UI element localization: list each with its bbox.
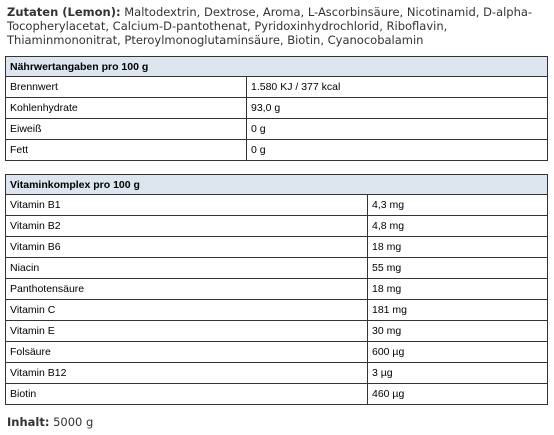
vitamin-value: 4,3 mg (368, 195, 548, 216)
vitamin-name: Vitamin C (6, 300, 368, 321)
table-row (6, 140, 548, 161)
ingredients-paragraph (7, 5, 547, 47)
nutrient-value: 93,0 g (247, 98, 548, 119)
table-row (6, 300, 548, 321)
nutrition-table-header: Nährwertangaben pro 100 g (6, 57, 548, 77)
vitamin-value: 18 mg (368, 237, 548, 258)
nutrient-name: Fett (6, 140, 247, 161)
vitamin-table (5, 174, 548, 405)
table-row (6, 321, 548, 342)
vitamin-value: 600 µg (368, 342, 548, 363)
ingredients-text: Maltodextrin, Dextrose, Aroma, L-Ascorbinsäure, Nicotinamid, D-alpha-Tocopherylacetat, Calcium-D-pantothenat, Pyridoxinhydrochlorid, Riboflavin, Thiaminmononitrat, Pteroylmonoglutaminsäure, Biotin, Cyanocobalamin (7, 5, 533, 47)
nutrient-value: 0 g (247, 119, 548, 140)
vitamin-name: Niacin (6, 258, 368, 279)
vitamin-value: 4,8 mg (368, 216, 548, 237)
table-row (6, 195, 548, 216)
table-row (6, 384, 548, 405)
table-row (6, 216, 548, 237)
ingredients-label: Zutaten (Lemon): (7, 5, 121, 19)
table-row (6, 258, 548, 279)
vitamin-name: Vitamin B12 (6, 363, 368, 384)
table-row (6, 119, 548, 140)
vitamin-name: Vitamin B2 (6, 216, 368, 237)
nutrition-table (5, 56, 548, 161)
vitamin-name: Panthotensäure (6, 279, 368, 300)
table-row (6, 342, 548, 363)
nutrient-name: Eiweiß (6, 119, 247, 140)
nutrient-value: 0 g (247, 140, 548, 161)
vitamin-table-header-row (6, 175, 548, 195)
vitamin-name: Vitamin B6 (6, 237, 368, 258)
content-label: Inhalt: (7, 415, 50, 429)
nutrient-name: Kohlenhydrate (6, 98, 247, 119)
vitamin-value: 18 mg (368, 279, 548, 300)
vitamin-value: 460 µg (368, 384, 548, 405)
vitamin-value: 30 mg (368, 321, 548, 342)
vitamin-value: 181 mg (368, 300, 548, 321)
table-row (6, 98, 548, 119)
table-row (6, 237, 548, 258)
content-line (7, 415, 93, 429)
vitamin-name: Biotin (6, 384, 368, 405)
vitamin-value: 3 µg (368, 363, 548, 384)
nutrient-name: Brennwert (6, 77, 247, 98)
vitamin-value: 55 mg (368, 258, 548, 279)
vitamin-table-header: Vitaminkomplex pro 100 g (6, 175, 548, 195)
vitamin-name: Folsäure (6, 342, 368, 363)
content-value: 5000 g (53, 415, 94, 429)
nutrient-value: 1.580 KJ / 377 kcal (247, 77, 548, 98)
table-row (6, 363, 548, 384)
table-row (6, 279, 548, 300)
vitamin-name: Vitamin B1 (6, 195, 368, 216)
vitamin-name: Vitamin E (6, 321, 368, 342)
table-row (6, 77, 548, 98)
nutrition-table-header-row (6, 57, 548, 77)
